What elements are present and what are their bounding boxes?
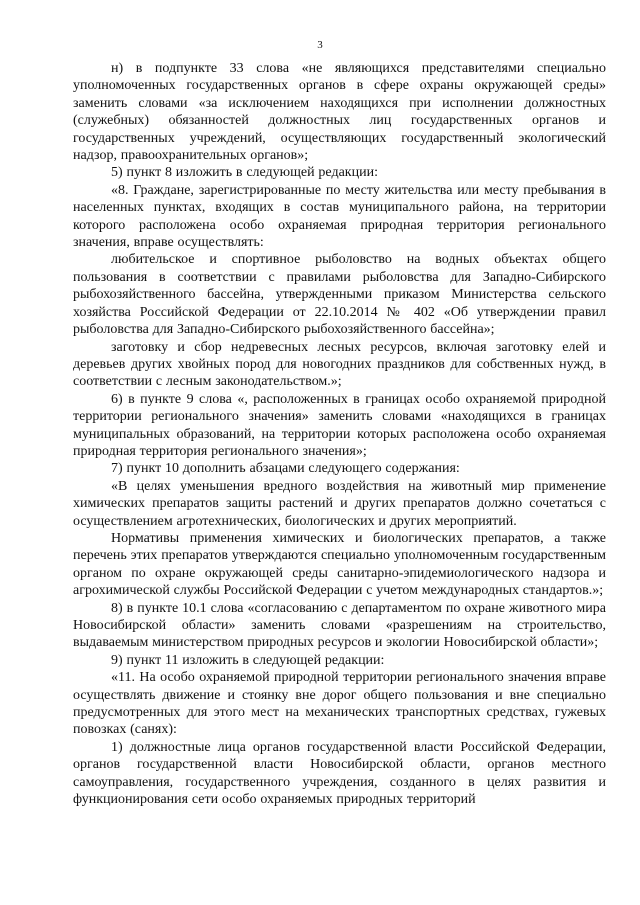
paragraph-item-6: 6) в пункте 9 слова «, расположенных в границах особо охраняемой природной территории регионального значения» заменить словами «находящихся в границах муниципальных образований, на территории которых расположена особо охраняемая природная территория регионального значения»; xyxy=(73,391,606,459)
paragraph-subitem-1: 1) должностные лица органов государственной власти Российской Федерации, органов государственной власти Новосибирской области, органов местного самоуправления, государственного учреждения, созданного в целях развития и функционирования сети особо охраняемых природных территорий xyxy=(73,739,606,808)
paragraph-fishing: любительское и спортивное рыболовство на водных объектах общего пользования в соответствии с правилами рыболовства для Западно-Сибирского рыбохозяйственного бассейна, утвержденными приказом Министерства сельского хозяйства Российской Федерации от 22.10.2014 № 402 «Об утверждении правил рыболовства для Западно-Сибирского рыбохозяйственного бассейна»; xyxy=(73,252,606,338)
page-number: 3 xyxy=(317,39,323,51)
paragraph-item-7-intro: 7) пункт 10 дополнить абзацами следующего содержания: xyxy=(111,461,460,477)
paragraph-n-subpoint-33: н) в подпункте 33 слова «не являющихся представителями специально уполномоченных государственных органов в сфере охраны окружающей среды» заменить словами «за исключением находящихся при исполнении должностных (служебных) обязанностей должностных лиц государственных органов и государственных учреждений, осуществляющих государственный экологический надзор, правоохранительных органов»; xyxy=(73,61,606,164)
paragraph-chemical-norms: Нормативы применения химических и биологических препаратов, а также перечень этих препаратов утверждаются специально уполномоченным государственным органом по охране окружающей среды санитарно-эпидемиологического надзора и агрохимической службы Российской Федерации с учетом международных стандартов.»; xyxy=(73,530,606,599)
paragraph-item-8-text: «8. Граждане, зарегистрированные по месту жительства или месту пребывания в населенных пунктах, входящих в состав муниципального района, на территории которого расположена особо охраняемая природная территория регионального значения, вправе осуществлять: xyxy=(73,182,606,251)
paragraph-forest-resources: заготовку и сбор недревесных лесных ресурсов, включая заготовку елей и деревьев других хвойных пород для новогодних праздников для собственных нужд, в соответствии с лесным законодательством.»; xyxy=(73,339,606,390)
paragraph-item-5-intro: 5) пункт 8 изложить в следующей редакции: xyxy=(111,165,378,181)
paragraph-chemicals: «В целях уменьшения вредного воздействия на животный мир применение химических препаратов защиты растений и других препаратов должно сочетаться с осуществлением агротехнических, биологических и других мероприятий. xyxy=(73,478,606,529)
document-body xyxy=(73,60,606,808)
paragraph-item-8: 8) в пункте 10.1 слова «согласованию с департаментом по охране животного мира Новосибирской области» заменить словами «разрешениям на строительство, выдаваемым министерством природных ресурсов и экологии Новосибирской области»; xyxy=(73,600,606,651)
paragraph-item-11-text: «11. На особо охраняемой природной территории регионального значения вправе осуществлять движение и стоянку вне дорог общего пользования и вне специально предусмотренных для этого мест на механических транспортных средствах, гужевых повозках (санях): xyxy=(73,670,606,738)
paragraph-item-9-intro: 9) пункт 11 изложить в следующей редакции: xyxy=(111,652,385,668)
